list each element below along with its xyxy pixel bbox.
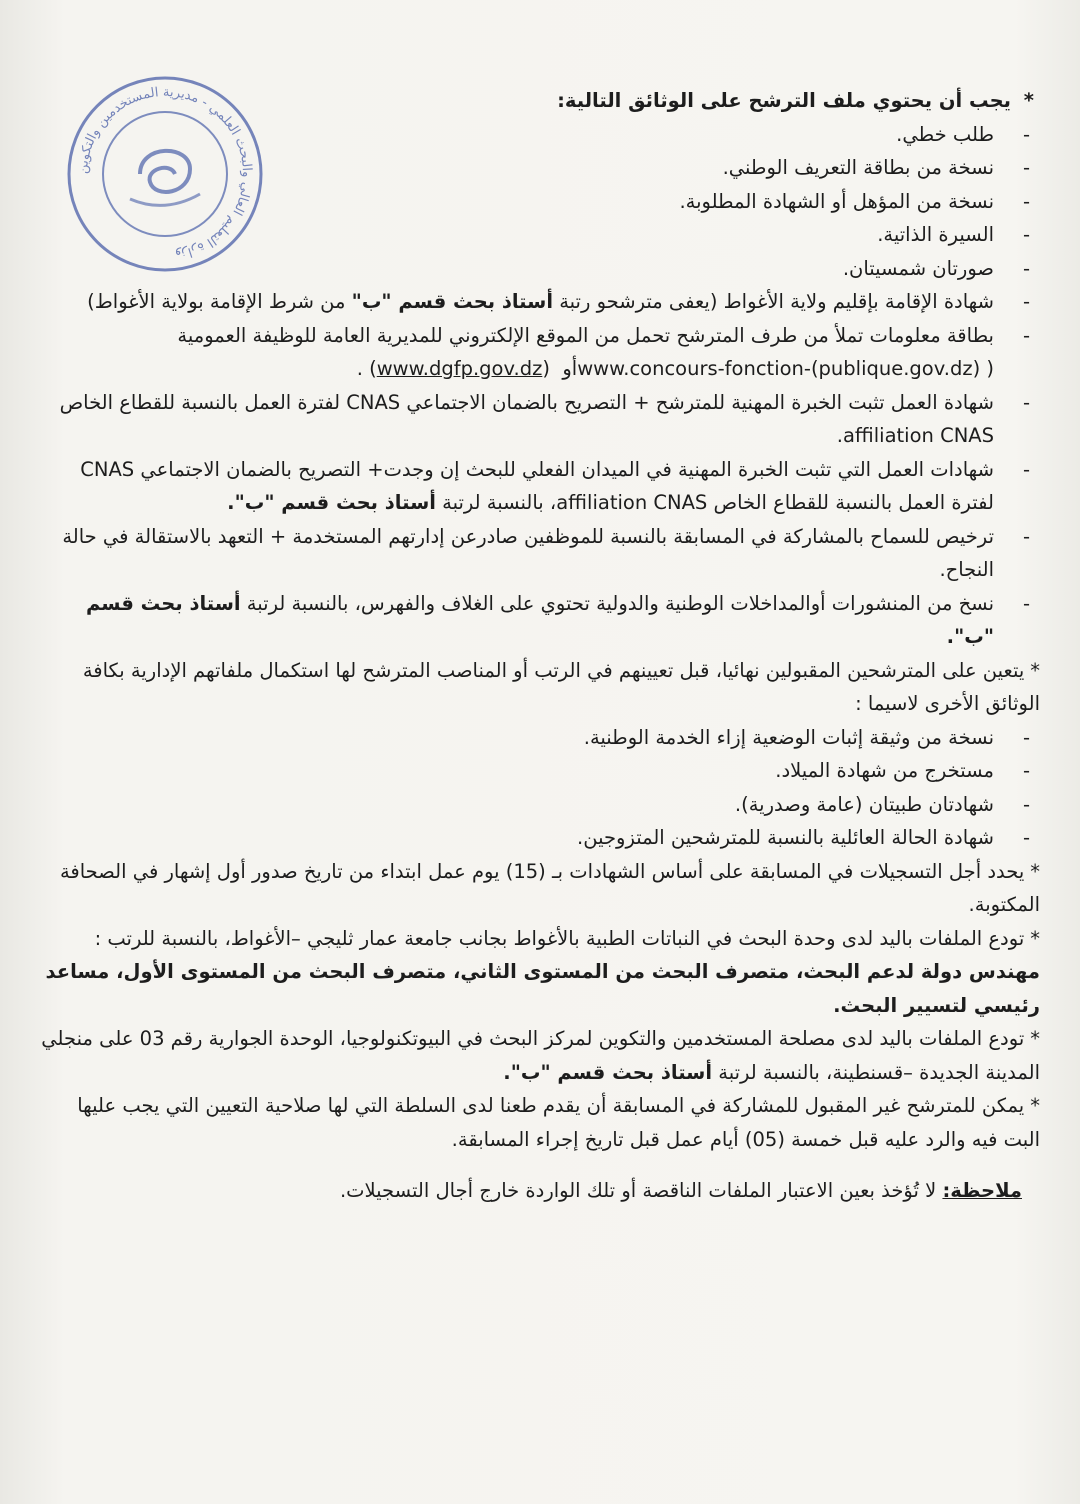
appeal-paragraph: *يمكن للمترشح غير المقبول للمشاركة في المسابقة أن يقدم طعنا لدى السلطة التي لها صلاحية التعيين التي يجب عليها البت فيه والرد عليه قبل خمسة (05) أيام عمل قبل تاريخ إجراء المسابقة. [77,1094,1040,1151]
heading [35,84,1040,118]
stamp-text: وزارة التعليم العالي والبحث العلمي - مديرية المستخدمين والتكوين [75,84,255,263]
url-concours: www.concours-fonction-(publique.gov.dz) [577,357,981,380]
list-item: - السيرة الذاتية. [877,223,1030,246]
list-item: - شهادتان طبيتان (عامة وصدرية). [734,792,1030,816]
bullet-star: * [1023,89,1034,112]
note-text: لا تُؤخذ بعين الاعتبار الملفات الناقصة أو تلك الواردة خارج أجال التسجيلات. [339,1179,943,1202]
deposit2-paragraph: *تودع الملفات باليد لدى مصلحة المستخدمين والتكوين لمركز البحث في البيوتكنولوجيا، الوحدة الجوارية رقم 03 على منجلي المدينة الجديدة –قسنطينة، بالنسبة لرتبة أستاذ بحث قسم "ب". [41,1027,1040,1084]
list-item: - شهادة الحالة العائلية بالنسبة للمترشحين المتزوجين. [577,826,1030,849]
document-body [35,84,1040,1208]
publications-item: - نسخ من المنشورات أوالمداخلات الوطنية والدولية تحتوي على الغلاف والفهرس، بالنسبة لرتبة أستاذ بحث قسم "ب". [85,591,1030,648]
url-dgfp: www.dgfp.gov.dz [376,357,543,380]
heading-text: يجب أن يحتوي ملف الترشح على الوثائق التالية: [557,89,1011,112]
list-item: - نسخة من بطاقة التعريف الوطني. [722,156,1030,179]
accepted-note: *يتعين على المترشحين المقبولين نهائيا، قبل تعيينهم في الرتب أو المناصب المترشح لها استكمال ملفاتهم الإدارية بكافة الوثائق الأخرى لاسيما : [82,658,1040,715]
list-item: - مستخرج من شهادة الميلاد. [775,759,1030,782]
info-card-item: - بطاقة معلومات تملأ من طرف المترشح تحمل من الموقع الإلكتروني للمديرية العامة للوظيفة العمومية ( www.concours-fonction-(publique.gov.dz)أو (www.dgfp.gov.dz) . [177,323,1030,380]
note [35,1174,1040,1208]
work-certs-item: - شهادات العمل التي تثبت الخبرة المهنية في الميدان الفعلي للبحث إن وجدت+ التصريح بالضمان الاجتماعي CNAS لفترة العمل بالنسبة للقطاع الخاص affiliation CNAS، بالنسبة لرتبة أستاذ بحث قسم "ب". [80,457,1030,514]
deadline-paragraph: *يحدد أجل التسجيلات في المسابقة على أساس الشهادات بـ (15) يوم عمل ابتداء من تاريخ صدور أول إشهار في الصحافة المكتوبة. [59,859,1040,916]
note-label: ملاحظة: [942,1179,1022,1202]
list-item: - نسخة من وثيقة إثبات الوضعية إزاء الخدمة الوطنية. [583,725,1030,749]
residence-item: - شهادة الإقامة بإقليم ولاية الأغواط (يعفى مترشحو رتبة أستاذ بحث قسم "ب" من شرط الإقامة بولاية الأغواط) [87,290,1030,313]
deposit1-paragraph: *تودع الملفات باليد لدى وحدة البحث في النباتات الطبية بالأغواط بجانب جامعة عمار ثليجي –الأغواط، بالنسبة للرتب : مهندس دولة لدعم البحث، متصرف البحث من المستوى الثاني، متصرف البحث من المستوى الأول، مساعد رئيسي لتسيير البحث. [45,926,1040,1017]
permit-item: - ترخيص للسماح بالمشاركة في المسابقة بالنسبة للموظفين صادرعن إدارتهم المستخدمة + التعهد بالاستقالة في حالة النجاح. [62,524,1030,581]
list-item: - صورتان شمسيتان. [842,256,1030,280]
list-item: - طلب خطي. [896,122,1030,146]
list-item: - نسخة من المؤهل أو الشهادة المطلوبة. [679,189,1030,213]
work-cert-item: - شهادة العمل تثبت الخبرة المهنية للمترشح + التصريح بالضمان الاجتماعي CNAS لفترة العمل بالنسبة للقطاع الخاص affiliation CNAS. [59,390,1030,447]
